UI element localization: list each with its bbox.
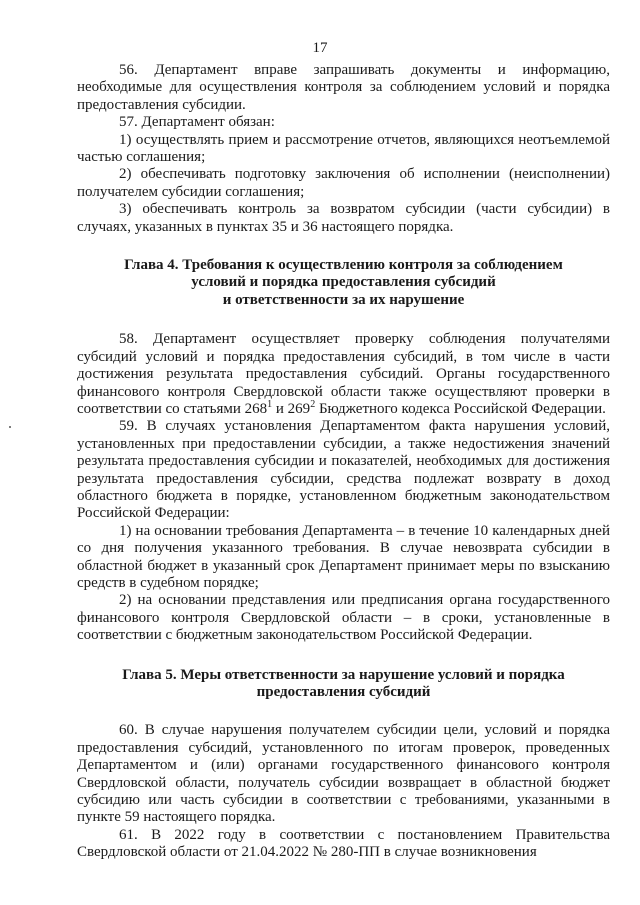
paragraph-58: [77, 331, 610, 418]
chapter-4-line-3: и ответственности за их нарушение: [222, 291, 465, 308]
chapter-4-line-2: условий и порядка предоставления субсидий: [191, 274, 496, 291]
document-body: [77, 62, 610, 862]
paragraph-56: 56. Департамент вправе запрашивать документы и информацию, необходимые для осуществления контроля за соблюдением условий и порядка предоставления субсидии.: [77, 62, 610, 113]
list-item-57-3: 3) обеспечивать контроль за возвратом субсидии (части субсидии) в случаях, указанных в пунктах 35 и 36 настоящего порядка.: [77, 201, 610, 235]
paragraph-58-text: 58. Департамент осуществляет проверку соблюдения получателями субсидий условий и порядка предоставления субсидий, в том числе в части достижения результата предоставления субсидий. Органы государственного финансового контроля Свердловской области также осуществляют проверки в соответствии со статьями 268: [77, 331, 610, 417]
chapter-5-heading: [77, 667, 610, 702]
chapter-5-line-2: предоставления субсидий: [256, 684, 431, 700]
list-item-59-2: 2) на основании представления или предписания органа государственного финансового контроля Свердловской области – в сроки, установленные в соответствии с бюджетным законодательством Российской Федерации.: [77, 592, 610, 644]
list-item-57-1: 1) осуществлять прием и рассмотрение отчетов, являющихся неотъемлемой частью соглашения;: [77, 131, 610, 166]
superscript-1: 1: [267, 398, 273, 410]
superscript-2: 2: [310, 398, 316, 410]
page-number: 17: [312, 40, 328, 56]
chapter-4-line-1: Глава 4. Требования к осуществлению контроля за соблюдением: [124, 257, 563, 274]
paragraph-59: 59. В случаях установления Департаментом факта нарушения условий, установленных при предоставлении субсидии, а также недостижения значений результата предоставления субсидии и показателей, необходимых для достижения результата предоставления субсидии, средства подлежат возврату в доход областного бюджета в порядке, установленном бюджетным законодательством Российской Федерации:: [77, 418, 610, 522]
paragraph-58-end: Бюджетного кодекса Российской Федерации.: [315, 400, 606, 417]
list-item-59-1: 1) на основании требования Департамента – в течение 10 календарных дней со дня получения указанного требования. В случае невозврата субсидии в областной бюджет в указанный срок Департамент принимает меры по взысканию средств в судебном порядке;: [77, 522, 610, 591]
chapter-4-heading: [77, 257, 610, 309]
paragraph-58-mid: и 269: [272, 400, 311, 417]
scan-speck: [9, 426, 11, 428]
chapter-5-line-1: Глава 5. Меры ответственности за нарушение условий и порядка: [122, 666, 565, 683]
list-item-57-2: 2) обеспечивать подготовку заключения об исполнении (неисполнении) получателем субсидии соглашения;: [77, 166, 610, 200]
paragraph-57: 57. Департамент обязан:: [119, 114, 275, 131]
paragraph-60: 60. В случае нарушения получателем субсидии цели, условий и порядка предоставления субсидий, установленного по итогам проверок, проведенных Департаментом и (или) органами государственного финансового контроля Свердловской области, получатель субсидии возвращает в областной бюджет субсидию или часть субсидии в соответствии с требованиями, указанными в пункте 59 настоящего порядка.: [77, 722, 610, 826]
paragraph-61: 61. В 2022 году в соответствии с постановлением Правительства Свердловской области от 21.04.2022 № 280-ПП в случае возникновения: [77, 826, 610, 861]
